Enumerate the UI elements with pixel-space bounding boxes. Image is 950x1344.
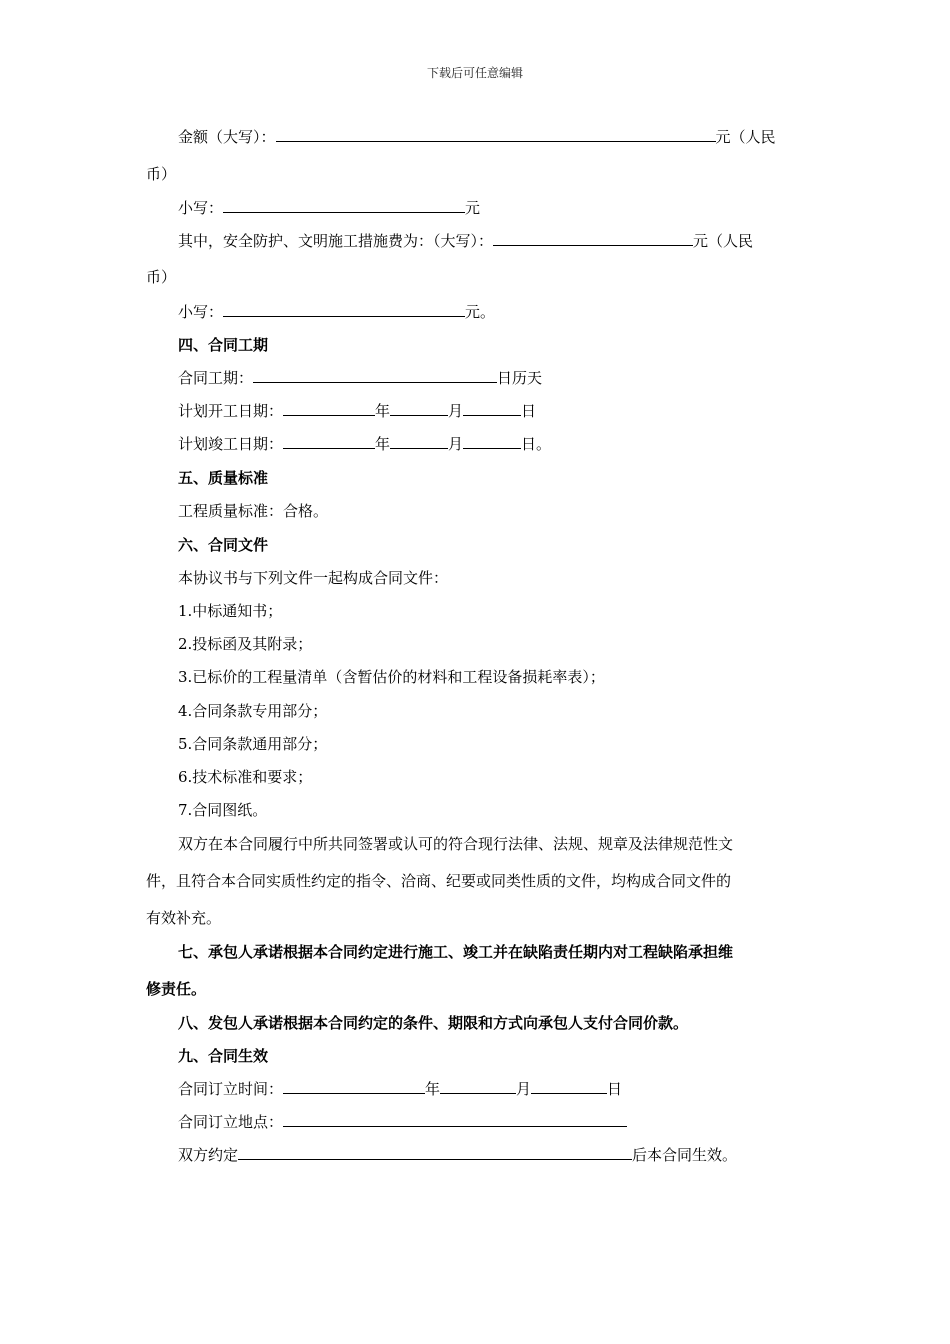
list-item: 6.技术标准和要求； [178,768,313,786]
end-day-unit: 日。 [521,435,552,453]
sign-time-line [178,1079,622,1099]
amount-lower-label: 小写： [178,199,224,217]
safety-lower-label: 小写： [178,303,224,321]
end-year-blank[interactable] [283,434,375,449]
sign-place-line [178,1112,627,1132]
section6-paragraph-line3: 有效补充。 [146,909,222,927]
amount-upper-line [178,127,776,147]
page-header: 下载后可任意编辑 [426,66,523,80]
start-year-unit: 年 [375,402,391,420]
section6-intro: 本协议书与下列文件一起构成合同文件： [178,569,449,587]
sign-day-blank[interactable] [531,1079,607,1094]
safety-upper-line [178,231,753,251]
section4-title: 四、合同工期 [178,336,269,354]
period-label: 合同工期： [178,369,254,387]
amount-upper-blank[interactable] [276,127,716,142]
start-day-blank[interactable] [463,401,521,416]
amount-lower-line [178,198,480,218]
start-year-blank[interactable] [283,401,375,416]
section6-paragraph-line2: 件，且符合本合同实质性约定的指令、洽商、纪要或同类性质的文件，均构成合同文件的 [146,872,732,890]
section8-text: 八、发包人承诺根据本合同约定的条件、期限和方式向承包人支付合同价款。 [178,1014,689,1032]
sign-time-label: 合同订立时间： [178,1080,284,1098]
amount-upper-suffix: 元（人民 [715,128,776,146]
end-date-label: 计划竣工日期： [178,435,284,453]
start-month-unit: 月 [448,402,464,420]
section9-title: 九、合同生效 [178,1047,269,1065]
list-item: 1.中标通知书； [178,602,283,620]
section6-title: 六、合同文件 [178,536,269,554]
period-line [178,368,542,388]
sign-year-blank[interactable] [283,1079,425,1094]
start-date-line [178,401,536,421]
end-day-blank[interactable] [463,434,521,449]
start-date-label: 计划开工日期： [178,402,284,420]
list-item: 3.已标价的工程量清单（含暂估价的材料和工程设备损耗率表）； [178,668,605,686]
safety-upper-label: 其中，安全防护、文明施工措施费为：（大写）： [178,232,494,250]
safety-lower-line [178,302,495,322]
sign-year-unit: 年 [425,1080,441,1098]
list-item: 2.投标函及其附录； [178,635,313,653]
agreement-blank[interactable] [238,1145,632,1160]
amount-lower-blank[interactable] [223,198,465,213]
sign-month-blank[interactable] [440,1079,516,1094]
agreement-suffix: 后本合同生效。 [632,1146,738,1164]
section6-paragraph-line1: 双方在本合同履行中所共同签署或认可的符合现行法律、法规、规章及法律规范性文 [178,835,734,853]
sign-place-label: 合同订立地点： [178,1113,284,1131]
safety-upper-suffix: 元（人民 [693,232,754,250]
amount-lower-suffix: 元 [465,199,481,217]
list-item: 5.合同条款通用部分； [178,735,328,753]
end-month-blank[interactable] [390,434,448,449]
sign-month-unit: 月 [516,1080,532,1098]
sign-place-blank[interactable] [283,1112,627,1127]
amount-upper-label: 金额（大写）： [178,128,276,146]
section7-line2: 修责任。 [146,980,207,998]
end-month-unit: 月 [448,435,464,453]
end-date-line [178,434,551,454]
section5-title: 五、质量标准 [178,469,269,487]
agreement-line [178,1145,737,1165]
safety-lower-blank[interactable] [223,302,465,317]
safety-upper-blank[interactable] [493,231,693,246]
safety-upper-suffix-cont: 币） [146,268,177,286]
safety-lower-suffix: 元。 [465,303,496,321]
period-blank[interactable] [253,368,497,383]
list-item: 7.合同图纸。 [178,801,268,819]
start-month-blank[interactable] [390,401,448,416]
quality-standard: 工程质量标准：合格。 [178,502,329,520]
agreement-label: 双方约定 [178,1146,239,1164]
start-day-unit: 日 [521,402,537,420]
section7-line1: 七、承包人承诺根据本合同约定进行施工、竣工并在缺陷责任期内对工程缺陷承担维 [178,943,734,961]
sign-day-unit: 日 [607,1080,623,1098]
list-item: 4.合同条款专用部分； [178,702,328,720]
end-year-unit: 年 [375,435,391,453]
period-suffix: 日历天 [497,369,543,387]
amount-upper-suffix-cont: 币） [146,165,177,183]
